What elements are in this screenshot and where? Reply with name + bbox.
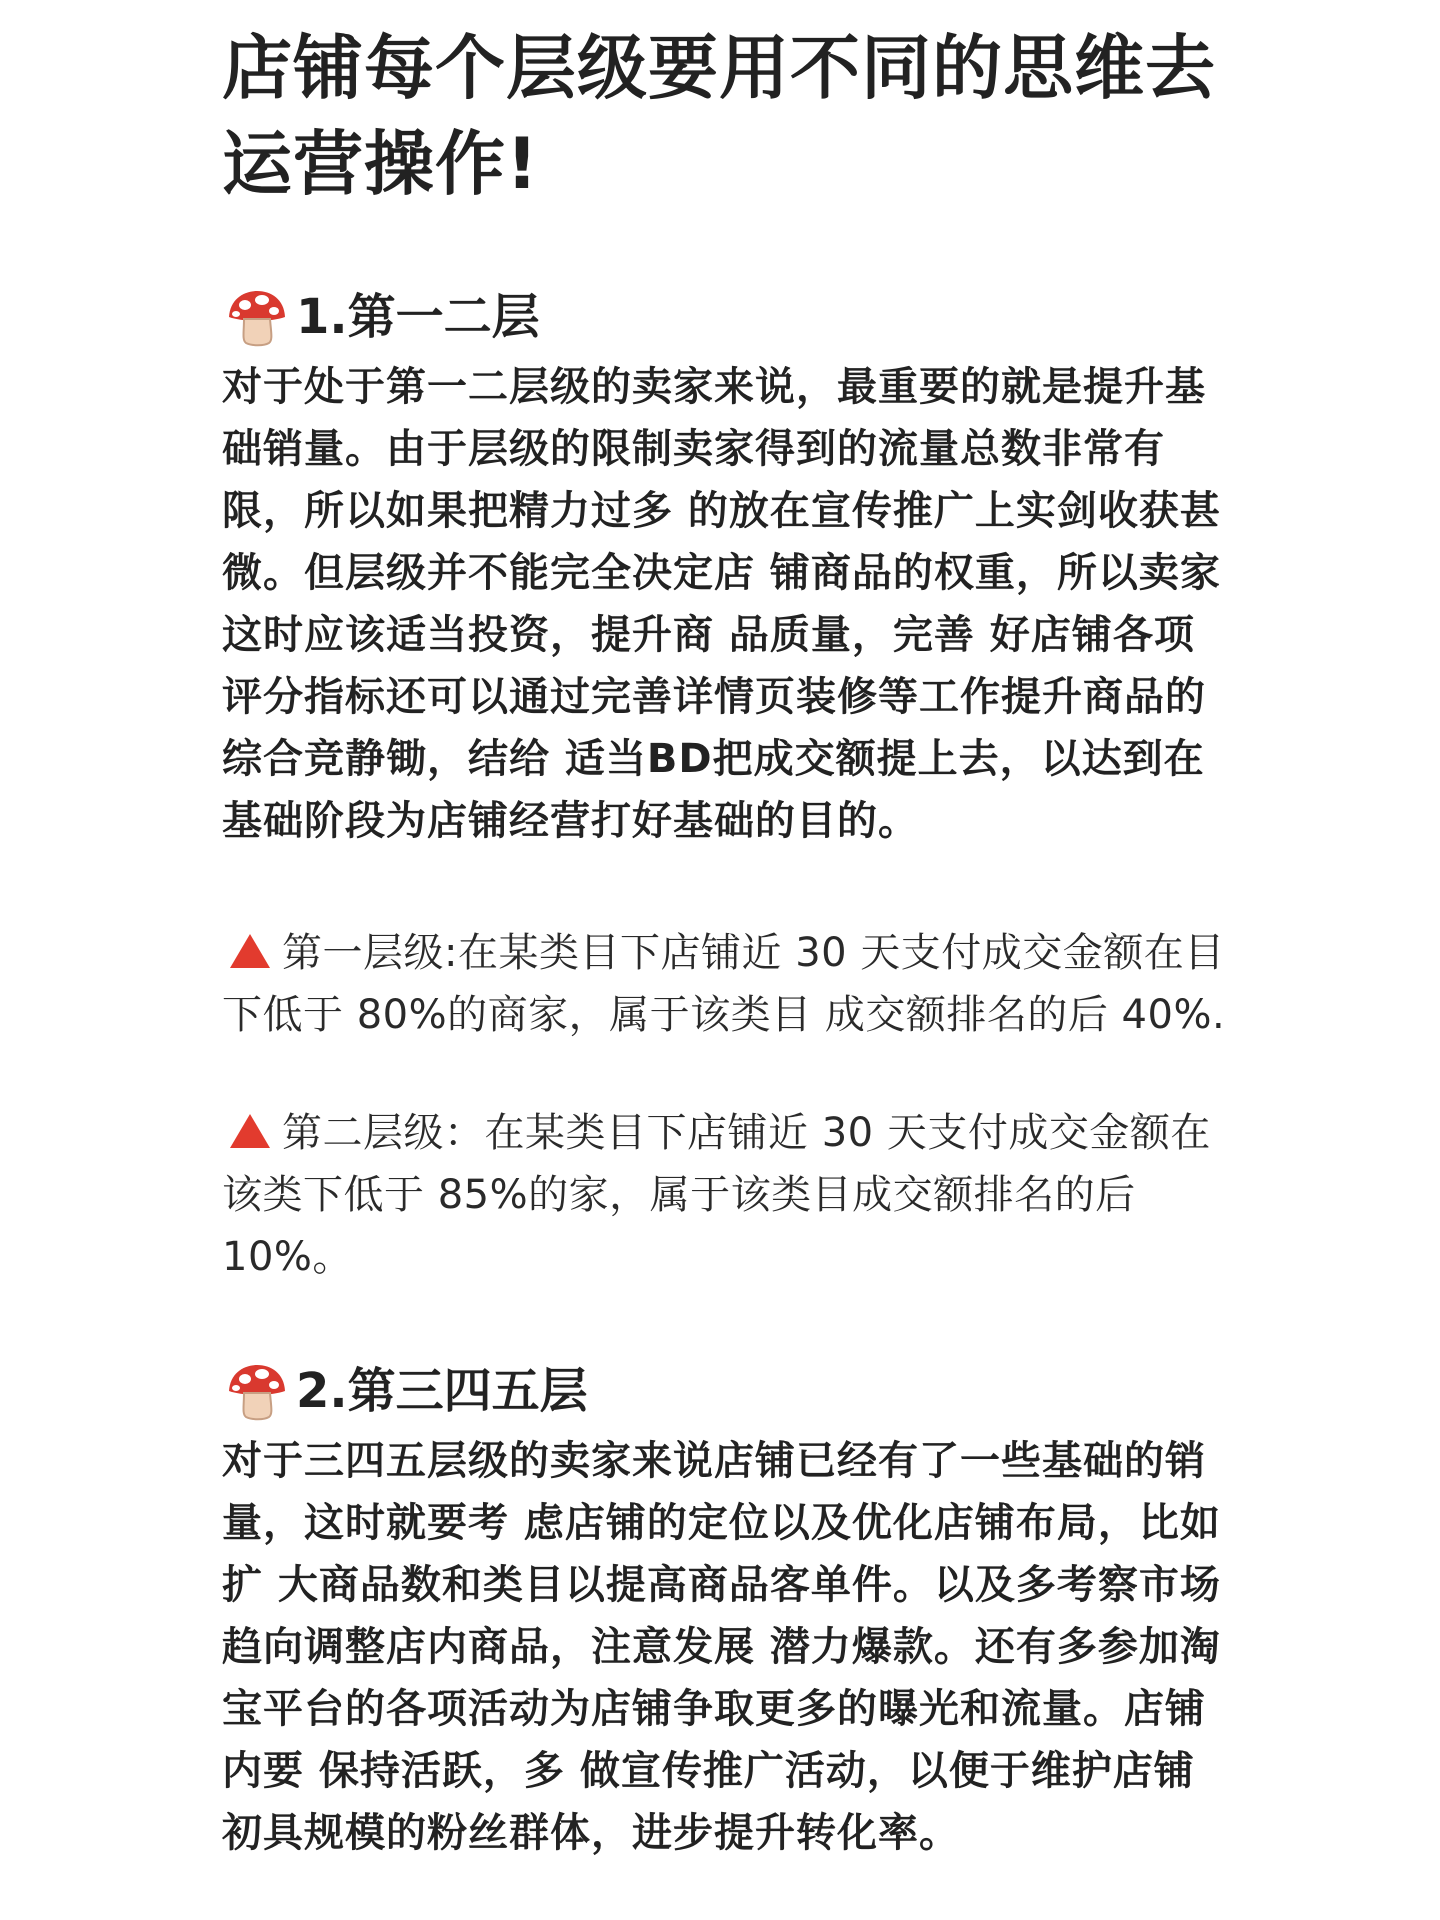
- mushroom-icon: [222, 287, 292, 347]
- section-heading-label: 1.第一二层: [296, 289, 540, 345]
- red-triangle-icon: [230, 934, 270, 968]
- section-heading-2: [222, 1356, 1232, 1426]
- page-title: 店铺每个层级要用不同的思维去运营操作!: [222, 27, 1216, 205]
- article-content: [222, 20, 1232, 1864]
- note-first-level: [222, 922, 1232, 1046]
- mushroom-icon: [222, 1361, 292, 1421]
- section-heading-1: [222, 282, 1232, 352]
- section-body-2: 对于三四五层级的卖家来说店铺已经有了一些基础的销量，这时就要考 虑店铺的定位以及优化店铺布局，比如扩 大商品数和类目以提高商品客单件。以及多考察市场趋向调整店内商品，注意发展 潜力爆款。还有多参加淘宝平台的各项活动为店铺争取更多的曝光和流量。店铺内要 保持活跃，多 做宣传推广活动，以便于维护店铺初具规模的粉丝群体，进步提升转化率。: [222, 1438, 1221, 1856]
- section-body-1: 对于处于第一二层级的卖家来说，最重要的就是提升基础销量。由于层级的限制卖家得到的流量总数非常有限，所以如果把精力过多 的放在宣传推广上实剑收获甚微。但层级并不能完全决定店 铺商品的权重，所以卖家这时应该适当投资，提升商 品质量，完善 好店铺各项评分指标还可以通过完善详情页装修等工作提升商品的综合竞静锄，结给 适当BD把成交额提上去，以达到在基础阶段为店铺经营打好基础的目的。: [222, 364, 1221, 844]
- red-triangle-icon: [230, 1114, 270, 1148]
- note-second-level: [222, 1102, 1232, 1288]
- section-heading-label: 2.第三四五层: [296, 1363, 588, 1419]
- note-text: 第一层级:在某类目下店铺近 30 天支付成交金额在目下低于 80%的商家，属于该类目 成交额排名的后 40%.: [222, 930, 1226, 1038]
- note-text: 第二层级：在某类目下店铺近 30 天支付成交金额在该类下低于 85%的家，属于该类目成交额排名的后 10%。: [222, 1110, 1211, 1280]
